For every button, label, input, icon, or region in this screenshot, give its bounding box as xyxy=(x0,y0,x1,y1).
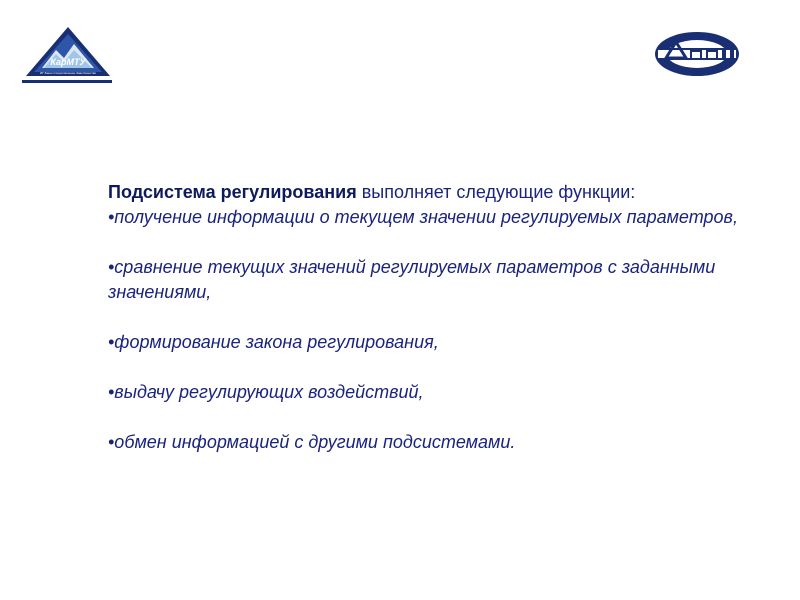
lead-paragraph xyxy=(108,180,768,205)
list-item: •получение информации о текущем значении регулируемых параметров, xyxy=(108,207,738,227)
list-item: •формирование закона регулирования, xyxy=(108,332,439,352)
karmtu-logo-subtext: ИГ Закон Сопротивление Знак Качество xyxy=(39,71,97,75)
karmtu-logo-text: КарМТУ xyxy=(50,57,86,67)
lead-rest-text: выполняет следующие функции: xyxy=(356,182,636,202)
list-item: •обмен информацией с другими подсистемами. xyxy=(108,432,516,452)
apm-logo-icon xyxy=(652,30,742,78)
slide-body xyxy=(108,180,768,455)
functions-list xyxy=(108,205,768,455)
karmtu-logo-icon xyxy=(22,24,114,84)
logo-divider xyxy=(22,80,112,83)
list-item: •сравнение текущих значений регулируемых параметров с заданными значениями, xyxy=(108,257,716,302)
lead-bold-text: Подсистема регулирования xyxy=(108,182,357,202)
list-item: •выдачу регулирующих воздействий, xyxy=(108,382,424,402)
